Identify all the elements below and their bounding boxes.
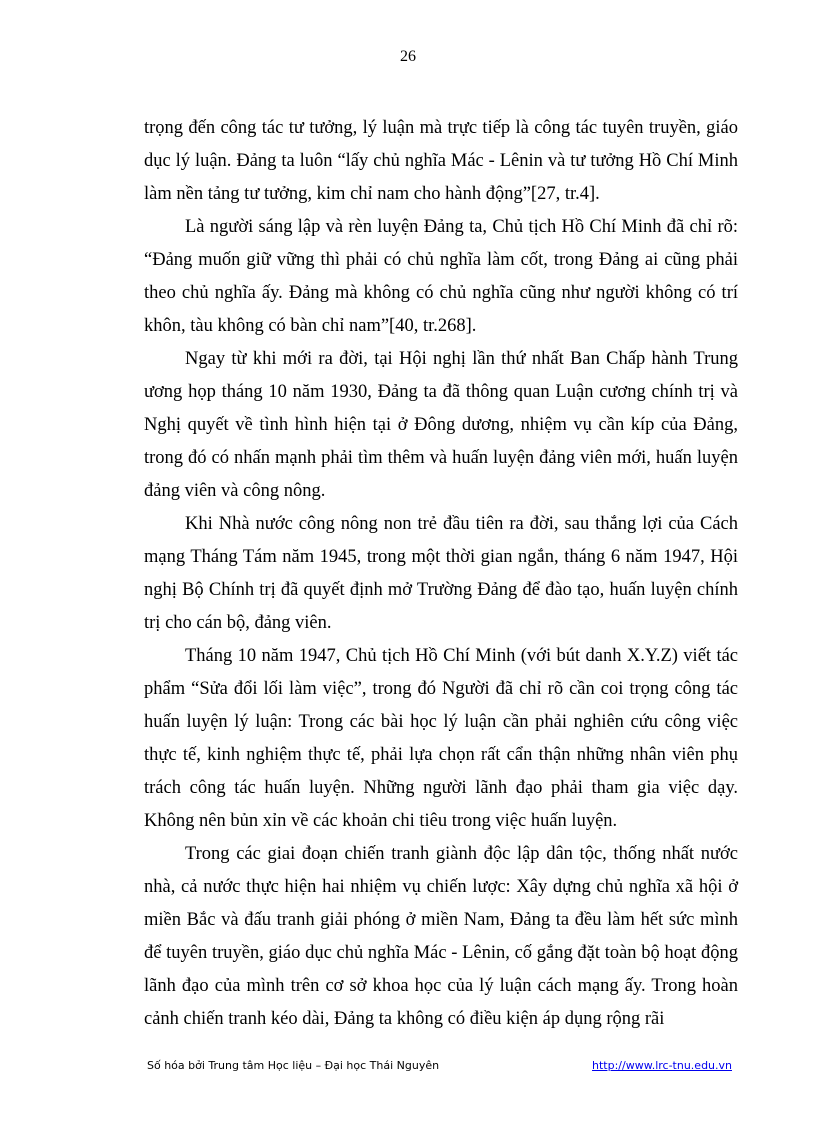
footer-credit: Số hóa bởi Trung tâm Học liệu – Đại học Thái Nguyên [147,1059,440,1072]
paragraph-6: Trong các giai đoạn chiến tranh giành độc lập dân tộc, thống nhất nước nhà, cả nước thực hiện hai nhiệm vụ chiến lược: Xây dựng chủ nghĩa xã hội ở miền Bắc và đấu tranh giải phóng ở miền Nam, Đảng ta đều làm hết sức mình để tuyên truyền, giáo dục chủ nghĩa Mác - Lênin, cố gắng đặt toàn bộ hoạt động lãnh đạo của mình trên cơ sở khoa học của lý luận cách mạng ấy. Trong hoàn cảnh chiến tranh kéo dài, Đảng ta không có điều kiện áp dụng rộng rãi [144,844,738,1029]
paragraph-3: Ngay từ khi mới ra đời, tại Hội nghị lần thứ nhất Ban Chấp hành Trung ương họp tháng 10 năm 1930, Đảng ta đã thông quan Luận cương chính trị và Nghị quyết về tình hình hiện tại ở Đông dương, nhiệm vụ cần kíp của Đảng, trong đó có nhấn mạnh phải tìm thêm và huấn luyện đảng viên mới, huấn luyện đảng viên và công nông. [144,349,738,501]
paragraph-1: trọng đến công tác tư tưởng, lý luận mà trực tiếp là công tác tuyên truyền, giáo dục lý luận. Đảng ta luôn “lấy chủ nghĩa Mác - Lênin và tư tưởng Hồ Chí Minh làm nền tảng tư tưởng, kim chỉ nam cho hành động”[27, tr.4]. [144,118,738,204]
footer-website-link[interactable]: http://www.lrc-tnu.edu.vn [592,1059,732,1072]
paragraph-5: Tháng 10 năm 1947, Chủ tịch Hồ Chí Minh (với bút danh X.Y.Z) viết tác phẩm “Sửa đổi lối làm việc”, trong đó Người đã chỉ rõ cần coi trọng công tác huấn luyện lý luận: Trong các bài học lý luận cần phải nghiên cứu công việc thực tế, kinh nghiệm thực tế, phải lựa chọn rất cẩn thận những nhân viên phụ trách công tác huấn luyện. Những người lãnh đạo phải tham gia việc dạy. Không nên bủn xỉn về các khoản chi tiêu trong việc huấn luyện. [144,646,738,831]
body-text [144,112,738,1036]
page-number: 26 [400,48,416,65]
paragraph-2: Là người sáng lập và rèn luyện Đảng ta, Chủ tịch Hồ Chí Minh đã chỉ rõ: “Đảng muốn giữ vững thì phải có chủ nghĩa làm cốt, trong Đảng ai cũng phải theo chủ nghĩa ấy. Đảng mà không có chủ nghĩa cũng như người không có trí khôn, tàu không có bàn chỉ nam”[40, tr.268]. [144,217,738,336]
page-footer [147,1059,732,1079]
paragraph-4: Khi Nhà nước công nông non trẻ đầu tiên ra đời, sau thắng lợi của Cách mạng Tháng Tám năm 1945, trong một thời gian ngắn, tháng 6 năm 1947, Hội nghị Bộ Chính trị đã quyết định mở Trường Đảng để đào tạo, huấn luyện chính trị cho cán bộ, đảng viên. [144,514,738,633]
